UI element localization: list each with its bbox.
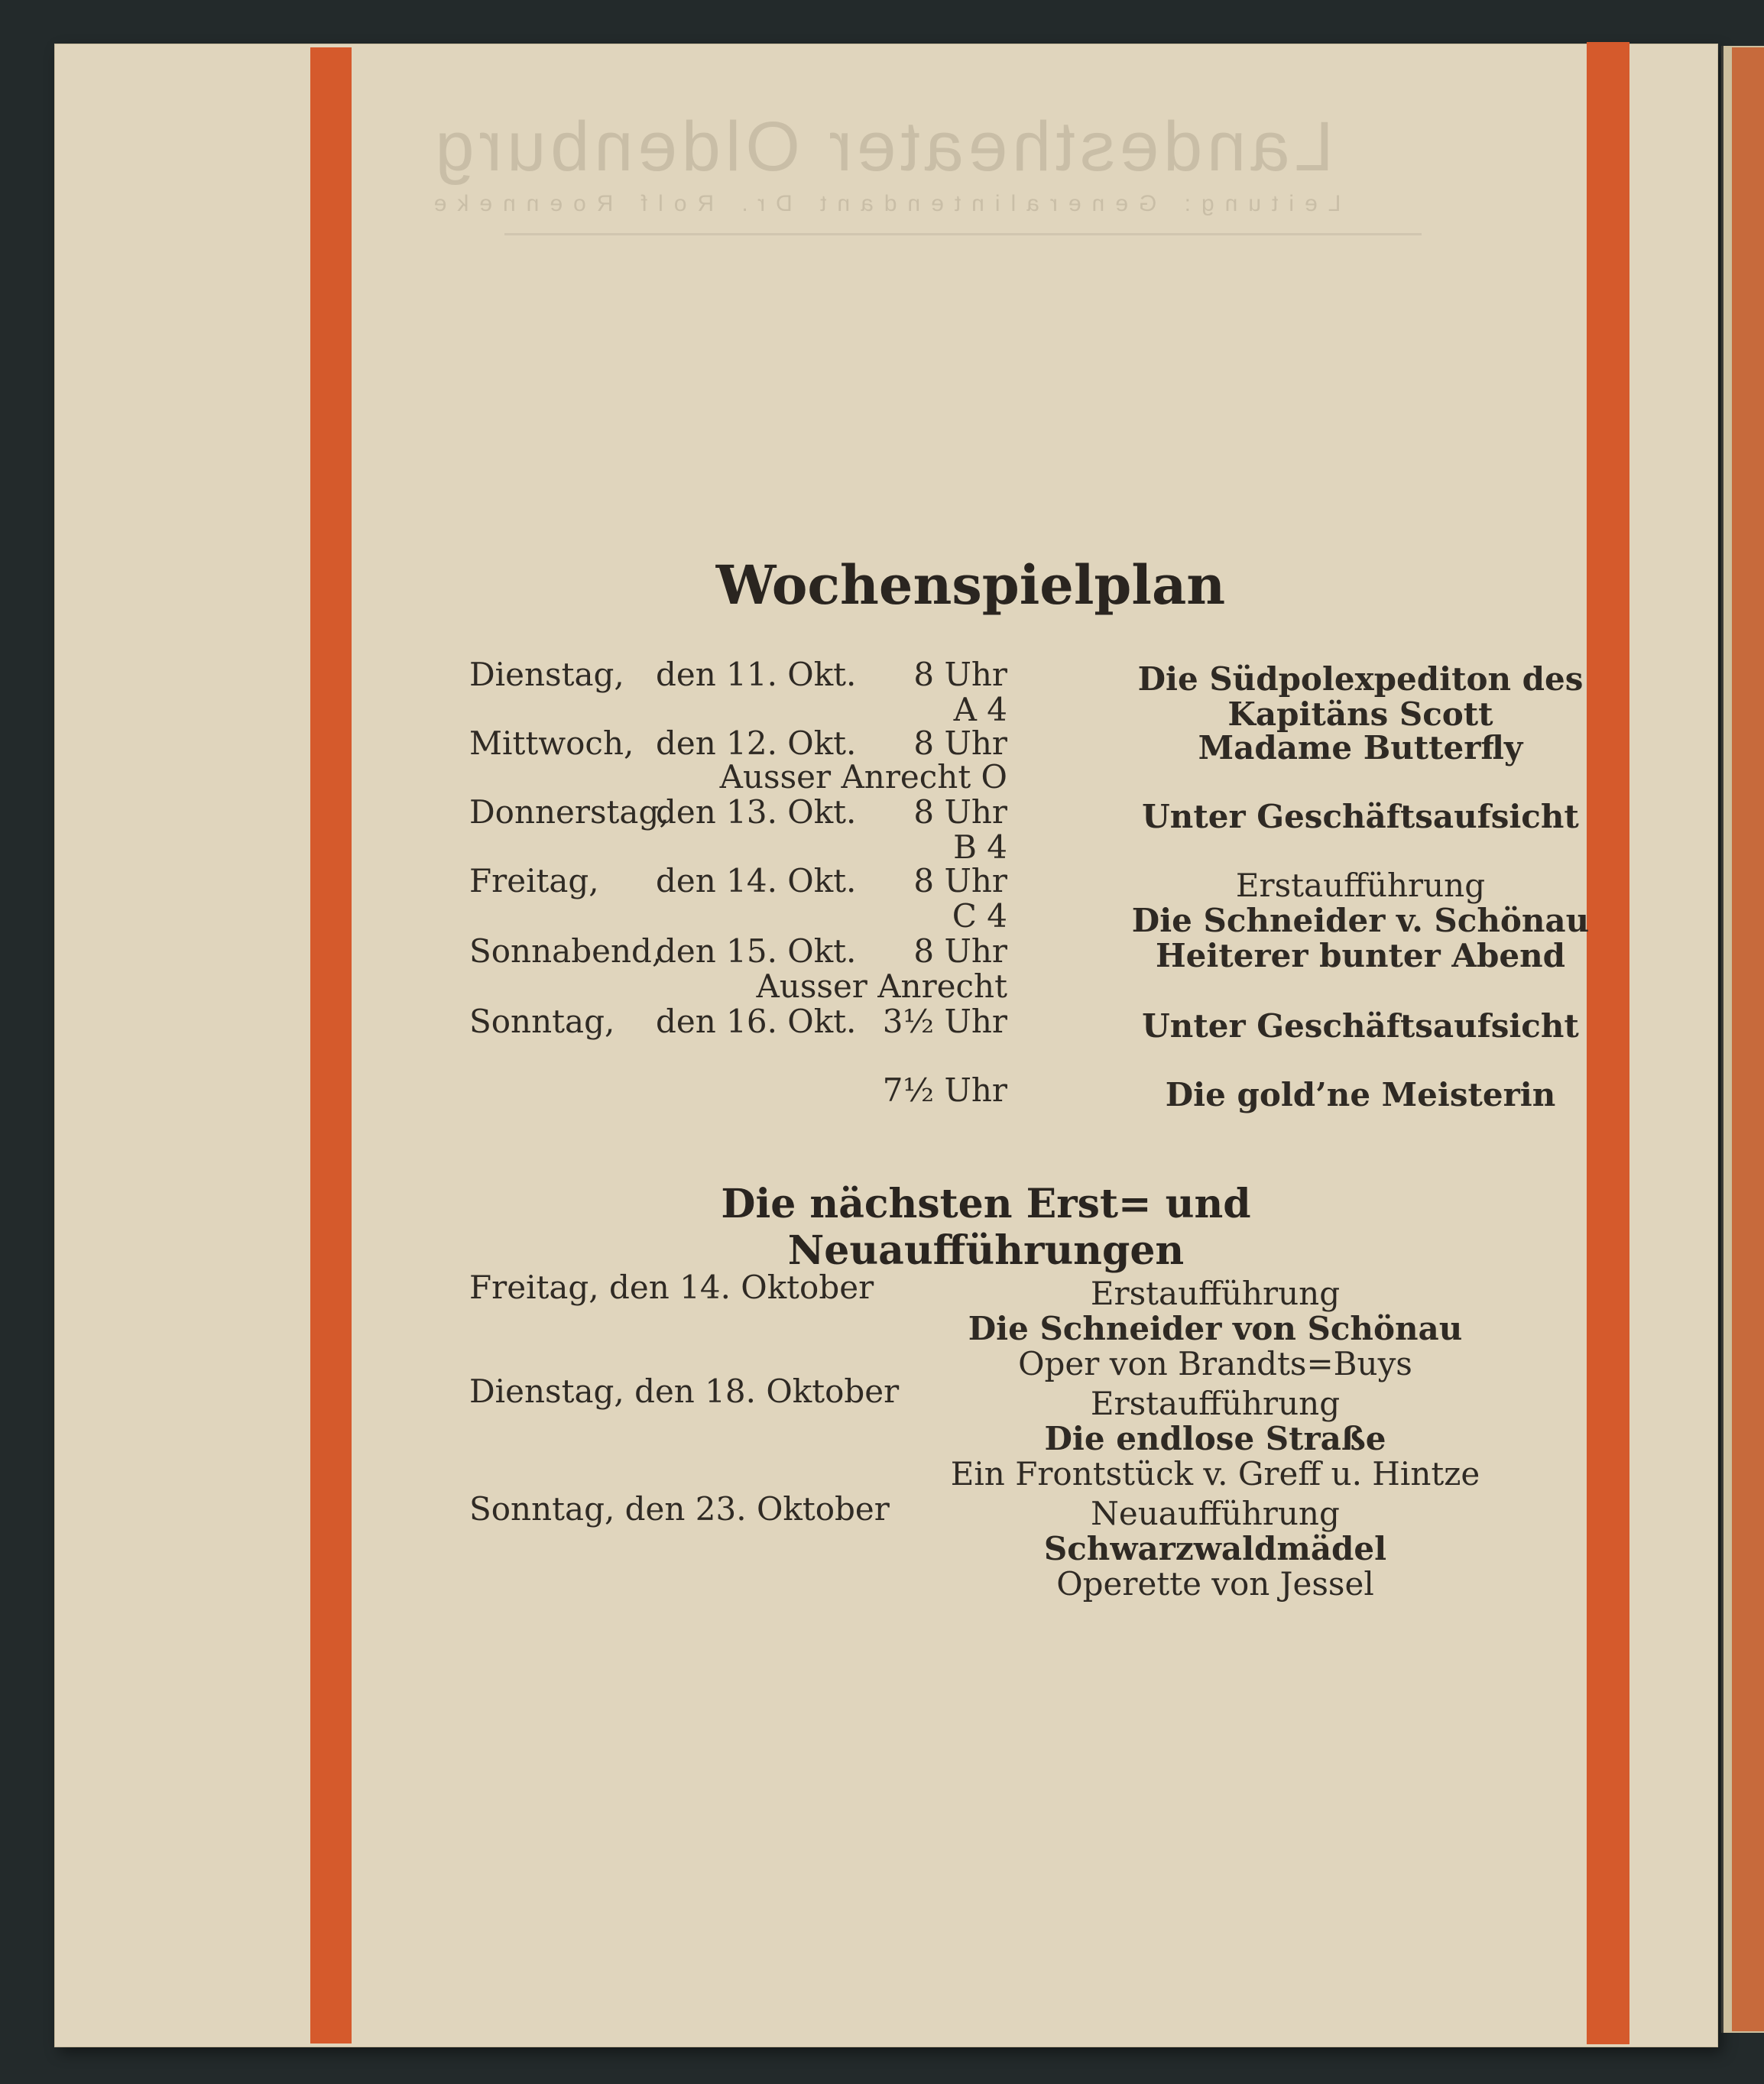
premiere-date: Dienstag, den 18. Oktober (469, 1373, 900, 1410)
schedule-time: 3½ Uhr (882, 1003, 1007, 1040)
schedule-play-note: Erstaufführung (1235, 867, 1486, 904)
schedule-day: Sonntag, (469, 1003, 615, 1040)
schedule-subscription: C 4 (952, 897, 1007, 935)
schedule-day: Donnerstag, (469, 793, 670, 831)
schedule-play: Unter Geschäftsaufsicht (1142, 1007, 1579, 1045)
schedule-play: Die Südpolexpediton des (1137, 660, 1584, 698)
schedule-subscription: Ausser Anrecht (756, 967, 1007, 1005)
schedule-day: Dienstag, (469, 656, 624, 693)
program-page (55, 44, 1717, 2047)
schedule-time: 7½ Uhr (882, 1071, 1007, 1109)
schedule-day: Freitag, (469, 862, 599, 899)
schedule-time: 8 Uhr (913, 656, 1007, 693)
premiere-note: Operette von Jessel (1056, 1565, 1374, 1603)
orange-stripe-right (1587, 42, 1629, 2044)
schedule-date: den 15. Okt. (656, 932, 857, 970)
schedule-subscription: A 4 (953, 691, 1007, 728)
schedule-day: Mittwoch, (469, 724, 634, 762)
schedule-time: 8 Uhr (913, 724, 1007, 762)
next-page-stripe (1732, 47, 1764, 2031)
premiere-title: Die endlose Straße (1044, 1420, 1386, 1457)
mirrored-header-title: Landestheater Oldenburg (430, 108, 1334, 186)
schedule-subscription: Ausser Anrecht O (719, 758, 1007, 796)
premiere-date: Sonntag, den 23. Oktober (469, 1490, 890, 1528)
premiere-note: Ein Frontstück v. Greff u. Hintze (950, 1455, 1480, 1493)
schedule-day: Sonnabend, (469, 932, 663, 970)
schedule-play: Die Schneider v. Schönau (1131, 902, 1590, 939)
premiere-kind: Neuaufführung (1091, 1495, 1340, 1532)
schedule-date: den 13. Okt. (656, 793, 857, 831)
schedule-date: den 12. Okt. (656, 724, 857, 762)
schedule-time: 8 Uhr (913, 862, 1007, 899)
premiere-title: Die Schneider von Schönau (968, 1310, 1463, 1347)
premiere-title: Schwarzwaldmädel (1043, 1530, 1387, 1567)
weekly-schedule-title: Wochenspielplan (715, 553, 1226, 617)
upcoming-premieres-title: Die nächsten Erst= und Neuaufführungen (721, 1181, 1251, 1274)
schedule-time: 8 Uhr (913, 932, 1007, 970)
premiere-note: Oper von Brandts=Buys (1018, 1345, 1412, 1382)
schedule-subscription: B 4 (953, 828, 1007, 866)
mirrored-header-subtitle: Leitung: Generalintendant Dr. Rolf Roenneke (423, 191, 1341, 216)
schedule-date: den 11. Okt. (656, 656, 857, 693)
premiere-date: Freitag, den 14. Oktober (469, 1269, 874, 1306)
orange-stripe-left (310, 47, 352, 2043)
schedule-play: Madame Butterfly (1198, 729, 1523, 767)
mirrored-rule (504, 233, 1422, 235)
schedule-play: Die gold’ne Meisterin (1165, 1076, 1556, 1113)
schedule-date: den 16. Okt. (656, 1003, 857, 1040)
premiere-kind: Erstaufführung (1090, 1275, 1341, 1312)
premiere-kind: Erstaufführung (1090, 1385, 1341, 1422)
schedule-date: den 14. Okt. (656, 862, 857, 899)
schedule-play-cont: Kapitäns Scott (1227, 695, 1493, 733)
schedule-play: Unter Geschäftsaufsicht (1142, 798, 1579, 835)
schedule-play: Heiterer bunter Abend (1156, 937, 1565, 974)
schedule-time: 8 Uhr (913, 793, 1007, 831)
